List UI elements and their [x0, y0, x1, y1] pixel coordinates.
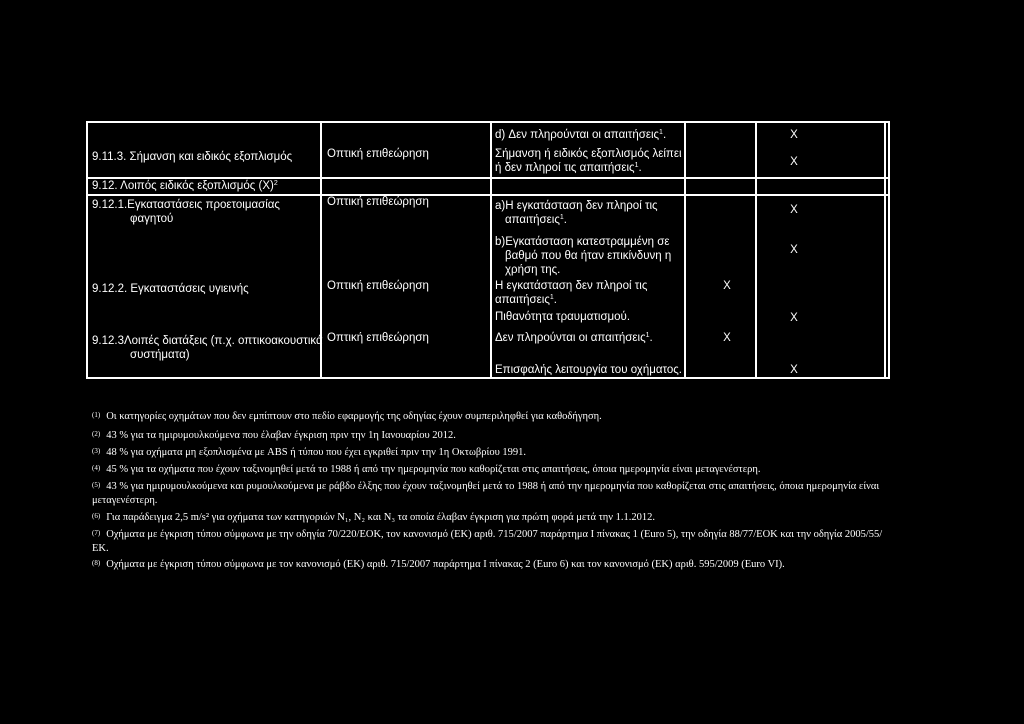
x-mark: X [790, 129, 798, 141]
footnote: $^{(3)}$ 48 % για οχήματα μη εξοπλισμένα με ABS ή τύπου που έχει εγκριθεί πριν την 1η Οκτωβρίου 1991. [92, 447, 527, 458]
row-divider [86, 194, 890, 196]
col-divider [755, 121, 757, 379]
reason: απαιτήσεις$^1$. [495, 294, 557, 306]
x-mark: X [723, 332, 731, 344]
footnote: $^{(4)}$ 45 % για τα οχήματα που έχουν ταξινομηθεί μετά το 1988 ή από την ημερομηνία που καθορίζεται στις απαιτήσεις, όποια ημερομηνία είναι μεταγενέστερη. [92, 464, 761, 475]
reason: Πιθανότητα τραυματισμού. [495, 311, 631, 323]
reason: Η εγκατάσταση δεν πληροί τις [495, 280, 648, 292]
row-label: φαγητού [130, 213, 174, 225]
footnote: $^{(8)}$ Οχήματα με έγκριση τύπου σύμφωνα με τον κανονισμό (ΕΚ) αριθ. 715/2007 παράρτημα I πίνακας 2 (Euro 6) και τον κανονισμό (ΕΚ) αριθ. 595/2009 (Euro VI). [92, 559, 785, 570]
x-mark: X [790, 312, 798, 324]
footnote: $^{(5)}$ 43 % για ημιρυμουλκούμενα και ρυμουλκούμενα με ράβδο έλξης που έχουν ταξινομηθεί μετά το 1988 ή από την ημερομηνία που καθορίζεται στις απαιτήσεις, όποια ημερομηνία είναι μεταγενέστερη. [92, 481, 880, 506]
footnote: $^{(2)}$ 43 % για τα ημιρυμουλκούμενα που έλαβαν έγκριση πριν την 1η Ιανουαρίου 2012. [92, 430, 456, 441]
footnote: $^{(7)}$ Οχήματα με έγκριση τύπου σύμφωνα με την οδηγία 70/220/ΕΟΚ, τον κανονισμό (ΕΚ) αριθ. 715/2007 παράρτημα I πίνακας 1 (Euro 5), την οδηγία 88/77/ΕΟΚ και την οδηγία 2005/55/ΕΚ. [92, 529, 883, 554]
reason: b)Εγκατάσταση κατεστραμμένη σε [495, 236, 670, 248]
row-label: 9.12. Λοιπός ειδικός εξοπλισμός $(X)^2$ [92, 180, 278, 192]
row-label: 9.12.2. Εγκαταστάσεις υγιεινής [92, 283, 249, 295]
reason: a)Η εγκατάσταση δεν πληροί τις [495, 200, 658, 212]
reason: χρήση της. [505, 264, 561, 276]
reason: Δεν πληρούνται οι απαιτήσεις$^1$. [495, 332, 653, 344]
col-divider [490, 121, 492, 379]
method: Οπτική επιθεώρηση [327, 332, 429, 344]
x-mark: X [790, 244, 798, 256]
row-label: 9.11.3. Σήμανση και ειδικός εξοπλισμός [92, 151, 293, 163]
method: Οπτική επιθεώρηση [327, 196, 429, 208]
col-divider [684, 121, 686, 379]
x-mark: X [790, 156, 798, 168]
x-mark: X [790, 204, 798, 216]
reason: ή δεν πληροί τις απαιτήσεις$^1$. [495, 162, 642, 174]
x-mark: X [790, 364, 798, 376]
row-label: 9.12.3Λοιπές διατάξεις (π.χ. οπτικοακουστικά [92, 335, 323, 347]
reason: Σήμανση ή ειδικός εξοπλισμός λείπει [495, 148, 682, 160]
method: Οπτική επιθεώρηση [327, 148, 429, 160]
reason: d) Δεν πληρούνται οι απαιτήσεις$^1$. [495, 129, 667, 141]
reason: Επισφαλής λειτουργία του οχήματος. [495, 364, 682, 376]
reason: βαθμό που θα ήταν επικίνδυνη η [505, 250, 672, 262]
col-divider [884, 121, 886, 379]
footnote: $^{(1)}$ Οι κατηγορίες οχημάτων που δεν εμπίπτουν στο πεδίο εφαρμογής της οδηγίας έχουν συμπεριληφθεί για καθοδήγηση. [92, 411, 602, 422]
reason: απαιτήσεις$^1$. [505, 214, 567, 226]
x-mark: X [723, 280, 731, 292]
row-label: 9.12.1.Εγκαταστάσεις προετοιμασίας [92, 199, 280, 211]
row-label: συστήματα) [130, 349, 190, 361]
footnote: $^{(6)}$ Για παράδειγμα 2,5 m/s² για οχήματα των κατηγοριών N₁, N₂ και N₃ τα οποία έλαβαν έγκριση για πρώτη φορά μετά την 1.1.2012. [92, 512, 656, 523]
method: Οπτική επιθεώρηση [327, 280, 429, 292]
